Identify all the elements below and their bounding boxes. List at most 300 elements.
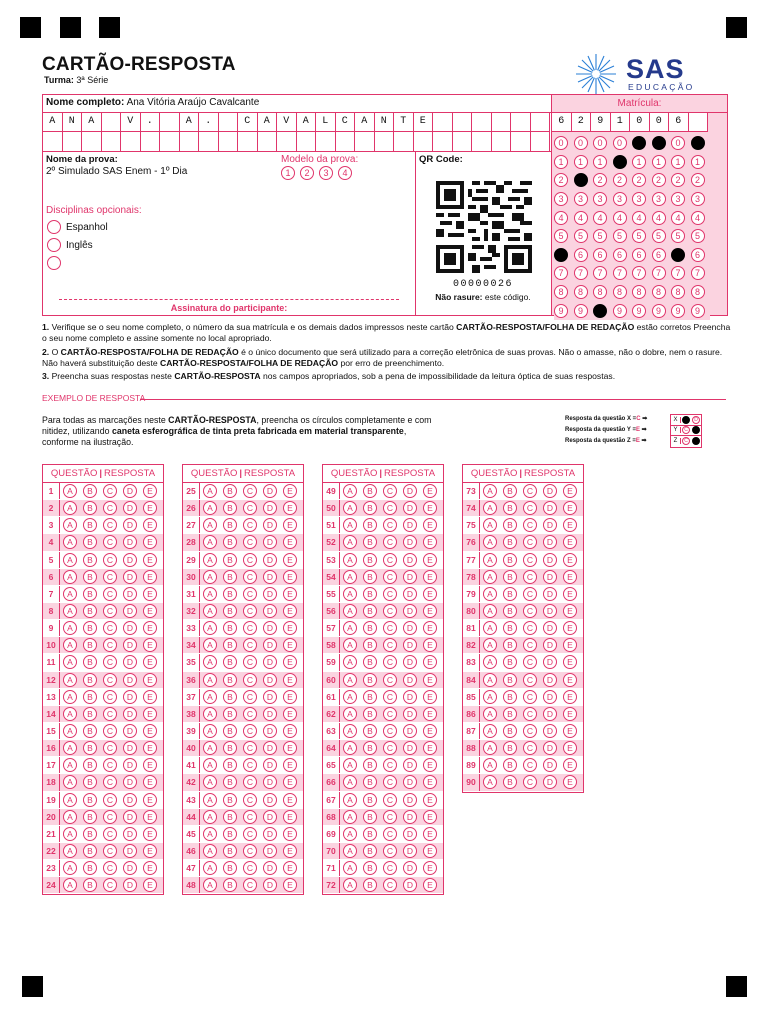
answer-bubble[interactable]: C: [243, 861, 257, 875]
answer-bubble[interactable]: C: [103, 535, 117, 549]
answer-bubble[interactable]: C: [383, 570, 397, 584]
answer-bubble[interactable]: A: [483, 570, 497, 584]
name-letter-cell[interactable]: [316, 113, 336, 151]
answer-bubble[interactable]: D: [123, 621, 137, 635]
answer-bubble[interactable]: D: [263, 501, 277, 515]
answer-bubble[interactable]: C: [523, 758, 537, 772]
matricula-bubble[interactable]: 9: [691, 304, 705, 318]
answer-bubble[interactable]: A: [63, 501, 77, 515]
answer-bubble[interactable]: D: [123, 827, 137, 841]
answer-bubble[interactable]: A: [483, 673, 497, 687]
answer-bubble[interactable]: E: [143, 741, 157, 755]
radio-circle[interactable]: [47, 220, 61, 234]
answer-bubble[interactable]: A: [343, 570, 357, 584]
answer-bubble[interactable]: C: [383, 553, 397, 567]
subject-option-english[interactable]: [47, 238, 93, 252]
answer-bubble[interactable]: C: [383, 861, 397, 875]
answer-bubble[interactable]: A: [203, 604, 217, 618]
answer-bubble[interactable]: A: [63, 621, 77, 635]
answer-bubble[interactable]: B: [363, 570, 377, 584]
exam-model-option[interactable]: 1: [281, 166, 295, 180]
answer-bubble[interactable]: C: [243, 878, 257, 892]
answer-bubble[interactable]: A: [483, 518, 497, 532]
matricula-bubble[interactable]: 7: [554, 266, 568, 280]
answer-bubble[interactable]: D: [403, 861, 417, 875]
answer-bubble[interactable]: C: [103, 690, 117, 704]
answer-bubble[interactable]: A: [483, 707, 497, 721]
answer-bubble[interactable]: E: [423, 553, 437, 567]
answer-bubble[interactable]: E: [143, 793, 157, 807]
answer-bubble[interactable]: B: [83, 861, 97, 875]
answer-bubble[interactable]: A: [343, 861, 357, 875]
matricula-bubble[interactable]: 8: [613, 285, 627, 299]
answer-bubble[interactable]: A: [483, 484, 497, 498]
answer-bubble[interactable]: A: [343, 810, 357, 824]
matricula-bubble-filled[interactable]: 0: [691, 136, 705, 150]
answer-bubble[interactable]: B: [503, 655, 517, 669]
answer-bubble[interactable]: A: [343, 638, 357, 652]
answer-bubble[interactable]: B: [503, 535, 517, 549]
answer-bubble[interactable]: E: [423, 587, 437, 601]
answer-bubble[interactable]: E: [143, 604, 157, 618]
answer-bubble[interactable]: D: [543, 621, 557, 635]
answer-bubble[interactable]: A: [343, 673, 357, 687]
matricula-bubble[interactable]: 6: [652, 248, 666, 262]
answer-bubble[interactable]: C: [103, 587, 117, 601]
answer-bubble[interactable]: C: [383, 827, 397, 841]
answer-bubble[interactable]: D: [123, 844, 137, 858]
answer-bubble[interactable]: A: [343, 690, 357, 704]
answer-bubble[interactable]: B: [503, 604, 517, 618]
answer-bubble[interactable]: C: [383, 878, 397, 892]
answer-bubble[interactable]: A: [63, 793, 77, 807]
answer-bubble[interactable]: E: [563, 707, 577, 721]
answer-bubble[interactable]: E: [143, 707, 157, 721]
answer-bubble[interactable]: A: [203, 793, 217, 807]
answer-bubble[interactable]: E: [423, 570, 437, 584]
answer-bubble[interactable]: C: [383, 535, 397, 549]
answer-bubble[interactable]: D: [123, 758, 137, 772]
matricula-bubble[interactable]: 9: [574, 304, 588, 318]
name-letter-cell[interactable]: [63, 113, 83, 151]
answer-bubble[interactable]: B: [223, 793, 237, 807]
name-letter-cell[interactable]: [43, 113, 63, 151]
answer-bubble[interactable]: D: [123, 518, 137, 532]
exam-model-option[interactable]: 2: [300, 166, 314, 180]
name-letter-cell[interactable]: [394, 113, 414, 151]
matricula-bubble[interactable]: 1: [691, 155, 705, 169]
answer-bubble[interactable]: D: [263, 878, 277, 892]
answer-bubble[interactable]: D: [263, 553, 277, 567]
answer-bubble[interactable]: C: [383, 484, 397, 498]
matricula-bubble[interactable]: 5: [671, 229, 685, 243]
answer-bubble[interactable]: B: [363, 484, 377, 498]
answer-bubble[interactable]: D: [543, 673, 557, 687]
matricula-bubble[interactable]: 2: [632, 173, 646, 187]
answer-bubble[interactable]: D: [123, 775, 137, 789]
name-letter-cell[interactable]: [375, 113, 395, 151]
answer-bubble[interactable]: B: [223, 775, 237, 789]
answer-bubble[interactable]: E: [283, 690, 297, 704]
answer-bubble[interactable]: D: [403, 758, 417, 772]
answer-bubble[interactable]: B: [223, 501, 237, 515]
matricula-bubble[interactable]: 7: [671, 266, 685, 280]
matricula-bubble[interactable]: 1: [574, 155, 588, 169]
answer-bubble[interactable]: B: [83, 587, 97, 601]
radio-circle[interactable]: [47, 238, 61, 252]
answer-bubble[interactable]: B: [223, 673, 237, 687]
answer-bubble[interactable]: C: [383, 810, 397, 824]
answer-bubble[interactable]: B: [363, 673, 377, 687]
name-letter-cell[interactable]: [258, 113, 278, 151]
answer-bubble[interactable]: C: [383, 621, 397, 635]
answer-bubble[interactable]: E: [563, 501, 577, 515]
matricula-bubble[interactable]: 6: [613, 248, 627, 262]
matricula-bubble[interactable]: 3: [554, 192, 568, 206]
answer-bubble[interactable]: E: [563, 638, 577, 652]
answer-bubble[interactable]: D: [543, 741, 557, 755]
answer-bubble[interactable]: C: [383, 724, 397, 738]
answer-bubble[interactable]: C: [103, 844, 117, 858]
answer-bubble[interactable]: E: [143, 861, 157, 875]
answer-bubble[interactable]: B: [223, 827, 237, 841]
answer-bubble[interactable]: B: [83, 501, 97, 515]
name-letter-cell[interactable]: [238, 113, 258, 151]
matricula-bubble[interactable]: 3: [652, 192, 666, 206]
answer-bubble[interactable]: A: [343, 621, 357, 635]
answer-bubble[interactable]: A: [63, 724, 77, 738]
answer-bubble[interactable]: A: [483, 775, 497, 789]
answer-bubble[interactable]: D: [543, 535, 557, 549]
answer-bubble[interactable]: B: [363, 638, 377, 652]
matricula-bubble[interactable]: 0: [554, 136, 568, 150]
answer-bubble[interactable]: C: [243, 810, 257, 824]
answer-bubble[interactable]: C: [103, 673, 117, 687]
answer-bubble[interactable]: B: [83, 655, 97, 669]
answer-bubble[interactable]: B: [363, 827, 377, 841]
answer-bubble[interactable]: E: [283, 587, 297, 601]
answer-bubble[interactable]: E: [423, 724, 437, 738]
answer-bubble[interactable]: C: [523, 570, 537, 584]
answer-bubble[interactable]: D: [543, 484, 557, 498]
answer-bubble[interactable]: B: [223, 707, 237, 721]
answer-bubble[interactable]: E: [143, 621, 157, 635]
answer-bubble[interactable]: A: [343, 587, 357, 601]
matricula-bubble[interactable]: 9: [671, 304, 685, 318]
answer-bubble[interactable]: C: [243, 724, 257, 738]
answer-bubble[interactable]: C: [103, 827, 117, 841]
answer-bubble[interactable]: B: [363, 655, 377, 669]
answer-bubble[interactable]: A: [63, 878, 77, 892]
answer-bubble[interactable]: D: [403, 518, 417, 532]
answer-bubble[interactable]: B: [83, 775, 97, 789]
matricula-bubble[interactable]: 8: [671, 285, 685, 299]
answer-bubble[interactable]: B: [363, 793, 377, 807]
answer-bubble[interactable]: D: [403, 775, 417, 789]
answer-bubble[interactable]: D: [403, 553, 417, 567]
answer-bubble[interactable]: C: [103, 604, 117, 618]
answer-bubble[interactable]: C: [523, 724, 537, 738]
answer-bubble[interactable]: B: [223, 810, 237, 824]
answer-bubble[interactable]: E: [143, 827, 157, 841]
name-letter-cell[interactable]: [531, 113, 551, 151]
answer-bubble[interactable]: E: [283, 810, 297, 824]
answer-bubble[interactable]: A: [343, 484, 357, 498]
answer-bubble[interactable]: C: [243, 638, 257, 652]
name-letter-cell[interactable]: [219, 113, 239, 151]
answer-bubble[interactable]: A: [483, 638, 497, 652]
answer-bubble[interactable]: A: [203, 827, 217, 841]
answer-bubble[interactable]: B: [83, 621, 97, 635]
answer-bubble[interactable]: B: [503, 587, 517, 601]
answer-bubble[interactable]: C: [383, 604, 397, 618]
matricula-bubble[interactable]: 4: [652, 211, 666, 225]
answer-bubble[interactable]: C: [103, 775, 117, 789]
answer-bubble[interactable]: D: [263, 638, 277, 652]
matricula-bubble-filled[interactable]: 2: [574, 173, 588, 187]
answer-bubble[interactable]: D: [123, 724, 137, 738]
answer-bubble[interactable]: E: [423, 621, 437, 635]
answer-bubble[interactable]: E: [423, 501, 437, 515]
matricula-bubble[interactable]: 0: [574, 136, 588, 150]
answer-bubble[interactable]: A: [63, 775, 77, 789]
answer-bubble[interactable]: D: [123, 570, 137, 584]
answer-bubble[interactable]: E: [423, 638, 437, 652]
name-letter-cell[interactable]: [433, 113, 453, 151]
answer-bubble[interactable]: A: [203, 518, 217, 532]
answer-bubble[interactable]: A: [203, 673, 217, 687]
name-letter-cell[interactable]: [121, 113, 141, 151]
matricula-bubble[interactable]: 7: [632, 266, 646, 280]
answer-bubble[interactable]: C: [383, 673, 397, 687]
answer-bubble[interactable]: D: [123, 690, 137, 704]
answer-bubble[interactable]: C: [243, 775, 257, 789]
answer-bubble[interactable]: D: [263, 535, 277, 549]
matricula-bubble-filled[interactable]: 9: [593, 304, 607, 318]
answer-bubble[interactable]: C: [103, 707, 117, 721]
answer-bubble[interactable]: D: [123, 793, 137, 807]
answer-bubble[interactable]: D: [123, 553, 137, 567]
matricula-bubble[interactable]: 4: [554, 211, 568, 225]
answer-bubble[interactable]: E: [143, 501, 157, 515]
answer-bubble[interactable]: D: [123, 878, 137, 892]
answer-bubble[interactable]: A: [203, 741, 217, 755]
matricula-bubble[interactable]: 9: [632, 304, 646, 318]
answer-bubble[interactable]: B: [83, 570, 97, 584]
matricula-bubble[interactable]: 4: [613, 211, 627, 225]
answer-bubble[interactable]: C: [383, 758, 397, 772]
answer-bubble[interactable]: A: [203, 638, 217, 652]
answer-bubble[interactable]: A: [63, 758, 77, 772]
answer-bubble[interactable]: C: [243, 758, 257, 772]
matricula-bubble[interactable]: 0: [593, 136, 607, 150]
answer-bubble[interactable]: A: [63, 827, 77, 841]
answer-bubble[interactable]: E: [423, 673, 437, 687]
answer-bubble[interactable]: E: [283, 604, 297, 618]
answer-bubble[interactable]: D: [263, 518, 277, 532]
answer-bubble[interactable]: B: [223, 878, 237, 892]
answer-bubble[interactable]: E: [423, 535, 437, 549]
answer-bubble[interactable]: A: [203, 861, 217, 875]
answer-bubble[interactable]: C: [103, 655, 117, 669]
answer-bubble[interactable]: B: [223, 844, 237, 858]
answer-bubble[interactable]: E: [143, 878, 157, 892]
answer-bubble[interactable]: A: [483, 535, 497, 549]
answer-bubble[interactable]: D: [403, 587, 417, 601]
name-letter-cell[interactable]: [180, 113, 200, 151]
answer-bubble[interactable]: B: [363, 775, 377, 789]
answer-bubble[interactable]: B: [503, 758, 517, 772]
name-letter-cell[interactable]: [141, 113, 161, 151]
answer-bubble[interactable]: E: [423, 861, 437, 875]
matricula-bubble[interactable]: 8: [691, 285, 705, 299]
answer-bubble[interactable]: E: [283, 553, 297, 567]
answer-bubble[interactable]: D: [263, 621, 277, 635]
answer-bubble[interactable]: E: [283, 655, 297, 669]
answer-bubble[interactable]: C: [103, 621, 117, 635]
answer-bubble[interactable]: C: [243, 553, 257, 567]
answer-bubble[interactable]: C: [103, 810, 117, 824]
answer-bubble[interactable]: E: [283, 518, 297, 532]
answer-bubble[interactable]: E: [563, 673, 577, 687]
answer-bubble[interactable]: D: [123, 861, 137, 875]
answer-bubble[interactable]: A: [63, 570, 77, 584]
answer-bubble[interactable]: D: [403, 810, 417, 824]
matricula-bubble[interactable]: 7: [691, 266, 705, 280]
answer-bubble[interactable]: A: [63, 638, 77, 652]
answer-bubble[interactable]: B: [363, 707, 377, 721]
answer-bubble[interactable]: D: [403, 484, 417, 498]
answer-bubble[interactable]: C: [103, 570, 117, 584]
answer-bubble[interactable]: C: [243, 535, 257, 549]
answer-bubble[interactable]: D: [123, 810, 137, 824]
answer-bubble[interactable]: B: [223, 518, 237, 532]
answer-bubble[interactable]: B: [83, 793, 97, 807]
answer-bubble[interactable]: A: [203, 707, 217, 721]
answer-bubble[interactable]: D: [263, 724, 277, 738]
answer-bubble[interactable]: B: [223, 604, 237, 618]
answer-bubble[interactable]: D: [263, 844, 277, 858]
answer-bubble[interactable]: D: [403, 878, 417, 892]
answer-bubble[interactable]: D: [403, 690, 417, 704]
answer-bubble[interactable]: C: [103, 553, 117, 567]
answer-bubble[interactable]: A: [343, 518, 357, 532]
answer-bubble[interactable]: B: [503, 724, 517, 738]
answer-bubble[interactable]: B: [83, 878, 97, 892]
answer-bubble[interactable]: A: [483, 758, 497, 772]
answer-bubble[interactable]: D: [123, 587, 137, 601]
answer-bubble[interactable]: A: [483, 604, 497, 618]
answer-bubble[interactable]: C: [383, 638, 397, 652]
answer-bubble[interactable]: C: [243, 570, 257, 584]
answer-bubble[interactable]: D: [123, 655, 137, 669]
name-letter-cell[interactable]: [82, 113, 102, 151]
answer-bubble[interactable]: E: [423, 518, 437, 532]
matricula-bubble[interactable]: 5: [574, 229, 588, 243]
answer-bubble[interactable]: D: [123, 707, 137, 721]
answer-bubble[interactable]: C: [243, 673, 257, 687]
answer-bubble[interactable]: D: [403, 535, 417, 549]
answer-bubble[interactable]: E: [283, 844, 297, 858]
answer-bubble[interactable]: B: [503, 707, 517, 721]
answer-bubble[interactable]: C: [243, 741, 257, 755]
name-letter-cell[interactable]: [355, 113, 375, 151]
matricula-bubble[interactable]: 2: [554, 173, 568, 187]
answer-bubble[interactable]: C: [523, 690, 537, 704]
matricula-bubble[interactable]: 4: [671, 211, 685, 225]
answer-bubble[interactable]: D: [263, 793, 277, 807]
answer-bubble[interactable]: D: [263, 604, 277, 618]
answer-bubble[interactable]: A: [63, 741, 77, 755]
answer-bubble[interactable]: B: [83, 484, 97, 498]
answer-bubble[interactable]: C: [243, 621, 257, 635]
matricula-bubble[interactable]: 0: [671, 136, 685, 150]
matricula-bubble-filled[interactable]: 0: [652, 136, 666, 150]
answer-bubble[interactable]: E: [283, 621, 297, 635]
answer-bubble[interactable]: B: [83, 827, 97, 841]
answer-bubble[interactable]: A: [483, 587, 497, 601]
subject-option-blank[interactable]: [47, 256, 66, 270]
answer-bubble[interactable]: C: [523, 775, 537, 789]
answer-bubble[interactable]: E: [563, 758, 577, 772]
matricula-bubble[interactable]: 7: [652, 266, 666, 280]
answer-bubble[interactable]: D: [403, 638, 417, 652]
matricula-bubble[interactable]: 4: [574, 211, 588, 225]
answer-bubble[interactable]: D: [543, 775, 557, 789]
answer-bubble[interactable]: A: [203, 724, 217, 738]
answer-bubble[interactable]: A: [63, 553, 77, 567]
matricula-bubble[interactable]: 3: [574, 192, 588, 206]
answer-bubble[interactable]: D: [403, 724, 417, 738]
answer-bubble[interactable]: E: [283, 741, 297, 755]
answer-bubble[interactable]: A: [343, 501, 357, 515]
answer-bubble[interactable]: D: [403, 501, 417, 515]
name-letter-cell[interactable]: [511, 113, 531, 151]
answer-bubble[interactable]: A: [63, 655, 77, 669]
answer-bubble[interactable]: D: [403, 827, 417, 841]
answer-bubble[interactable]: D: [543, 570, 557, 584]
answer-bubble[interactable]: A: [203, 690, 217, 704]
answer-bubble[interactable]: A: [343, 844, 357, 858]
answer-bubble[interactable]: D: [123, 673, 137, 687]
answer-bubble[interactable]: B: [363, 810, 377, 824]
name-letter-cell[interactable]: [414, 113, 434, 151]
answer-bubble[interactable]: D: [543, 655, 557, 669]
answer-bubble[interactable]: E: [283, 793, 297, 807]
answer-bubble[interactable]: B: [83, 724, 97, 738]
answer-bubble[interactable]: B: [363, 844, 377, 858]
matricula-bubble[interactable]: 2: [613, 173, 627, 187]
answer-bubble[interactable]: D: [403, 673, 417, 687]
answer-bubble[interactable]: C: [383, 844, 397, 858]
answer-bubble[interactable]: D: [403, 844, 417, 858]
answer-bubble[interactable]: E: [283, 638, 297, 652]
answer-bubble[interactable]: A: [343, 553, 357, 567]
answer-bubble[interactable]: B: [223, 621, 237, 635]
answer-bubble[interactable]: E: [283, 724, 297, 738]
matricula-bubble[interactable]: 9: [613, 304, 627, 318]
matricula-bubble[interactable]: 2: [652, 173, 666, 187]
answer-bubble[interactable]: B: [223, 587, 237, 601]
answer-bubble[interactable]: A: [203, 587, 217, 601]
answer-bubble[interactable]: C: [523, 673, 537, 687]
matricula-bubble[interactable]: 4: [593, 211, 607, 225]
answer-bubble[interactable]: B: [503, 673, 517, 687]
answer-bubble[interactable]: D: [403, 570, 417, 584]
answer-bubble[interactable]: C: [243, 844, 257, 858]
answer-bubble[interactable]: D: [263, 655, 277, 669]
answer-bubble[interactable]: B: [83, 604, 97, 618]
